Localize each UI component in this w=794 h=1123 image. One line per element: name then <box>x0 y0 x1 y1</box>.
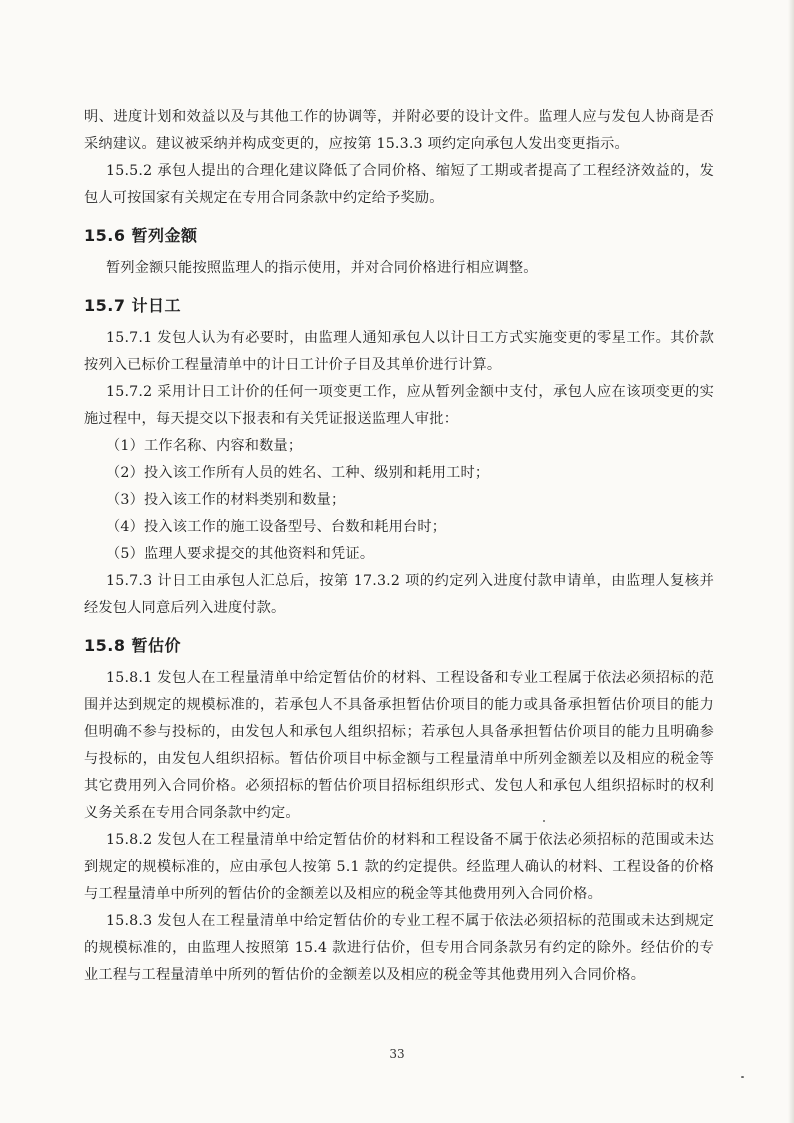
list-item-4: （4）投入该工作的施工设备型号、台数和耗用台时； <box>106 519 447 535</box>
clause-15-8-3: 15.8.3 发包人在工程量清单中给定暂估价的专业工程不属于依法必须招标的范围或未达到规定的规模标准的，由监理人按照第 15.4 款进行估价，但专用合同条款另有约定的除外。经估价的专业工程与工程量清单中所列的暂估价的金额差以及相应的税金等其他费用列入合同价格。 <box>84 913 714 983</box>
heading-15-7: 15.7 计日工 <box>84 296 182 315</box>
clause-15-6-text: 暂列金额只能按照监理人的指示使用，并对合同价格进行相应调整。 <box>106 260 538 276</box>
clause-15-7-1: 15.7.1 发包人认为有必要时，由监理人通知承包人以计日工方式实施变更的零星工作。其价款按列入已标价工程量清单中的计日工计价子目及其单价进行计算。 <box>84 330 714 373</box>
list-item-2: （2）投入该工作所有人员的姓名、工种、级别和耗用工时； <box>106 465 490 481</box>
clause-15-7-3: 15.7.3 计日工由承包人汇总后，按第 17.3.2 项的约定列入进度付款申请单，由监理人复核并经发包人同意后列入进度付款。 <box>84 573 714 616</box>
clause-15-8-2: 15.8.2 发包人在工程量清单中给定暂估价的材料和工程设备不属于依法必须招标的范围或未达到规定的规模标准的，应由承包人按第 5.1 款的约定提供。经监理人确认的材料、工程设备的价格与工程量清单中所列的暂估价的金额差以及相应的税金等其他费用列入合同价格。 <box>84 832 714 902</box>
scan-speck <box>543 820 545 822</box>
heading-15-6: 15.6 暂列金额 <box>84 226 198 245</box>
clause-15-7-2: 15.7.2 采用计日工计价的任何一项变更工作，应从暂列金额中支付，承包人应在该项变更的实施过程中，每天提交以下报表和有关凭证报送监理人审批： <box>84 384 714 427</box>
list-item-5: （5）监理人要求提交的其他资料和凭证。 <box>106 546 375 562</box>
clause-15-8-1: 15.8.1 发包人在工程量清单中给定暂估价的材料、工程设备和专业工程属于依法必须招标的范围并达到规定的规模标准的，若承包人不具备承担暂估价项目的能力或具备承担暂估价项目的能力但明确不参与投标的，由发包人和承包人组织招标；若承包人具备承担暂估价项目的能力且明确参与投标的，由发包人组织招标。暂估价项目中标金额与工程量清单中所列金额差以及相应的税金等其它费用列入合同价格。必须招标的暂估价项目招标组织形式、发包人和承包人组织招标时的权利义务关系在专用合同条款中约定。 <box>84 670 714 821</box>
list-item-1: （1）工作名称、内容和数量； <box>106 438 303 454</box>
continuation-paragraph: 明、进度计划和效益以及与其他工作的协调等，并附必要的设计文件。监理人应与发包人协商是否采纳建议。建议被采纳并构成变更的，应按第 15.3.3 项约定向承包人发出变更指示。 <box>84 109 714 152</box>
page-number: 33 <box>389 1047 405 1061</box>
page-content <box>84 104 714 989</box>
scan-speck <box>741 1076 744 1078</box>
list-item-3: （3）投入该工作的材料类别和数量； <box>106 492 346 508</box>
clause-15-5-2: 15.5.2 承包人提出的合理化建议降低了合同价格、缩短了工期或者提高了工程经济效益的，发包人可按国家有关规定在专用合同条款中约定给予奖励。 <box>84 163 714 206</box>
heading-15-8: 15.8 暂估价 <box>84 636 182 655</box>
page-edge-shadow <box>788 0 794 1123</box>
